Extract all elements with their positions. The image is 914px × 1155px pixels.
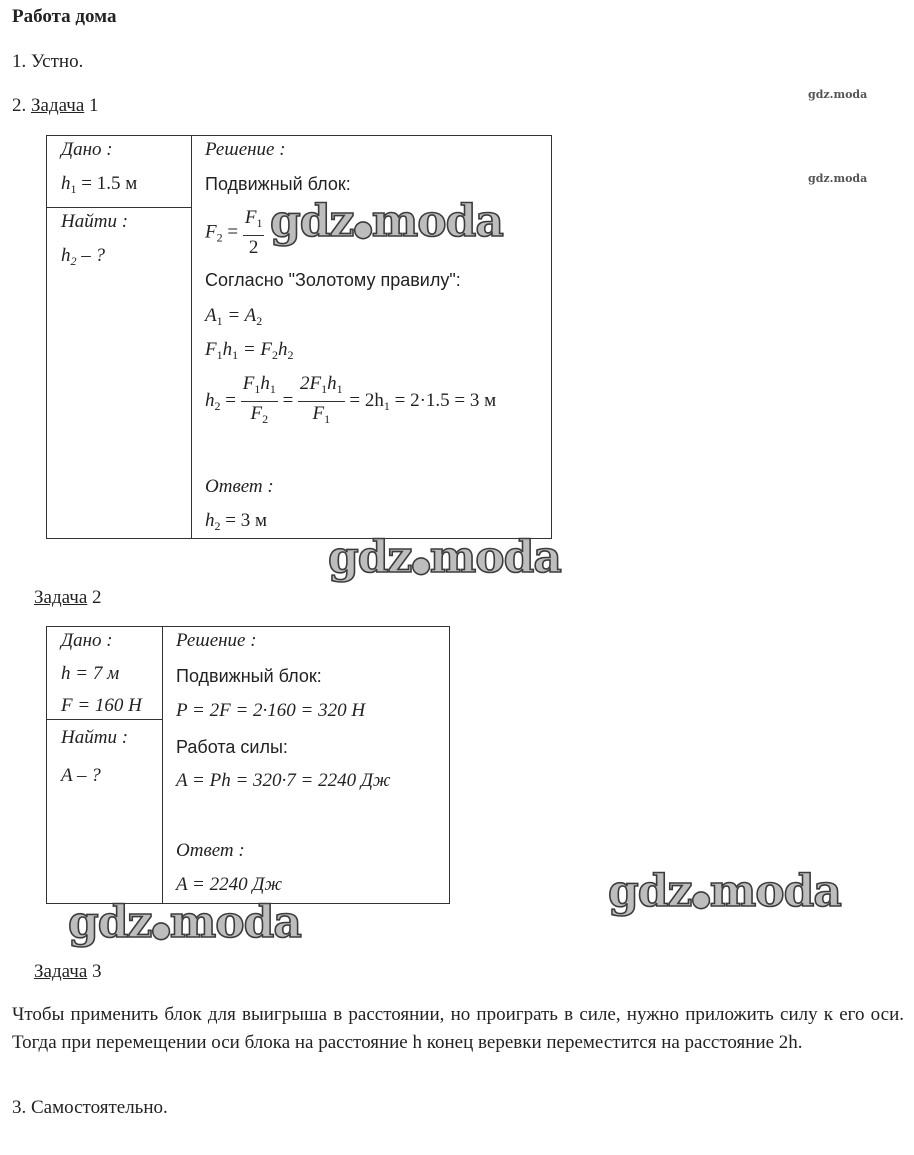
task-1-number: 1: [84, 95, 99, 116]
task-2-divider-horizontal: [46, 719, 162, 720]
item-3: 3. Самостоятельно.: [12, 1097, 168, 1118]
task-1-movable-block: Подвижный блок:: [205, 174, 351, 194]
task-1-divider-vertical: [191, 135, 192, 538]
task-2-work-formula: A = Ph = 320·7 = 2240 Дж: [176, 770, 391, 791]
task-2-movable-block: Подвижный блок:: [176, 666, 322, 686]
task-2-answer-label: Ответ :: [176, 840, 245, 861]
task-1-f2-fraction: $\frac{F_1}{2}$: [244, 207, 263, 258]
watermark-large-1: gdz●moda: [270, 196, 503, 247]
watermark-small-2: gdz.moda: [808, 172, 868, 185]
task-1-given-label: Дано :: [61, 139, 113, 160]
task-1-h2-fraction-1: $\frac{F_1h_1}{F_2}$: [242, 373, 276, 426]
task-2-weight-formula: P = 2F = 2·160 = 320 Н: [176, 700, 366, 721]
watermark-large-2: gdz●moda: [328, 532, 561, 583]
page-title: Работа дома: [12, 6, 117, 27]
task-3-heading: Задача 3: [34, 961, 102, 982]
task-2-find-value: A – ?: [61, 765, 101, 786]
task-2-answer-value: A = 2240 Дж: [176, 874, 283, 895]
task-1-golden-rule: Согласно "Золотому правилу":: [205, 270, 461, 290]
item-1: 1. Устно.: [12, 51, 84, 72]
task-1-find-value: $h_2$ – ?: [61, 245, 105, 268]
task-1-find-label: Найти :: [61, 211, 129, 232]
task-2-given-label: Дано :: [61, 630, 113, 651]
task-3-text: Чтобы применить блок для выигрыша в расстоянии, но проиграть в силе, нужно приложить силу к его оси. Тогда при перемещении оси блока на расстояние h конец веревки переместится на расстояние 2h.: [12, 1004, 904, 1053]
task-1-divider-horizontal: [46, 207, 191, 208]
task-1-answer-value: $h_2 = 3$ м: [205, 510, 267, 533]
task-1-label: Задача: [31, 95, 85, 116]
task-2-divider-vertical: [162, 626, 163, 903]
task-1-given-value: $h_1 = 1.5$ м: [61, 173, 138, 196]
task-2-heading: Задача 2: [34, 587, 102, 608]
task-1-force-height-equation: $F_1h_1 = F_2h_2$: [205, 339, 294, 362]
item-2: [12, 95, 99, 117]
task-2-find-label: Найти :: [61, 727, 129, 748]
task-1-f2-formula: $F_2$ = $\frac{F_1}{2}$: [205, 207, 263, 258]
task-2-given-height: h = 7 м: [61, 663, 120, 684]
task-2-work-label: Работа силы:: [176, 737, 288, 757]
task-1-h2-fraction-2: $\frac{2F_1h_1}{F_1}$: [300, 373, 343, 426]
watermark-large-4: gdz●moda: [68, 897, 301, 948]
task-1-answer-label: Ответ :: [205, 476, 274, 497]
task-1-work-equality: $A_1 = A_2$: [205, 305, 263, 328]
item-2-number: 2.: [12, 95, 31, 116]
watermark-small-1: gdz.moda: [808, 88, 868, 101]
task-2-given-force: F = 160 Н: [61, 695, 142, 716]
task-1-solution-label: Решение :: [205, 139, 286, 160]
task-1-h2-formula: $h_2$ = $\frac{F_1h_1}{F_2}$ = $\frac{2F_1h_1}{F_1}$ = $2h_1 = 2\cdot 1.5 = 3$ м: [205, 372, 496, 431]
watermark-large-3: gdz●moda: [608, 866, 841, 917]
task-2-solution-label: Решение :: [176, 630, 257, 651]
